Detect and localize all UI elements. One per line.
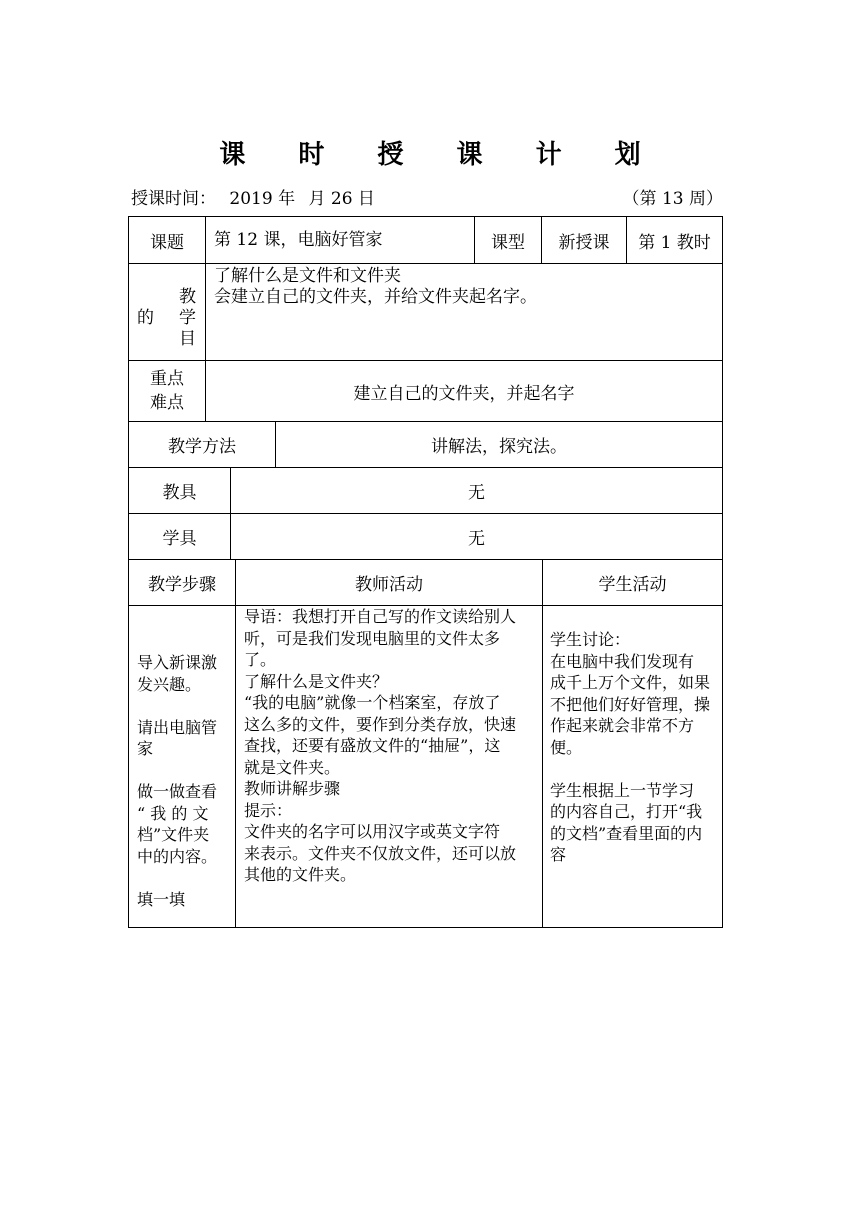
steps-content-row [128,605,723,928]
objectives-value [214,266,714,308]
tools-row [128,467,723,514]
method-label: 教学方法 [168,437,236,457]
key-points-value: 建立自己的文件夹，并起名字 [353,383,575,404]
steps-header: 教学步骤 [148,575,216,595]
week-number: （第 13 周） [622,189,723,209]
method-row [128,421,723,468]
objectives-label-1: 教 [179,287,196,307]
topic-value: 第 12 课，电脑好管家 [214,230,383,250]
teacher-header: 教师活动 [355,575,423,595]
student-tools-value: 无 [468,529,485,549]
tools-value: 无 [468,483,485,503]
tools-label: 教具 [162,483,197,503]
date-year: 2019 年 [229,189,296,209]
page-title: 课 时 授 课 计 划 [219,140,663,170]
topic-row [128,216,723,264]
objective-line-2: 会建立自己的文件夹，并给文件夹起名字。 [214,287,537,307]
steps-column: 导入新课激 发兴趣。 请出电脑管 家 做一做查看 “ 我 的 文 档”文件夹 中的内容。 填一填 [137,653,218,909]
objectives-label-2: 的 [137,308,154,328]
key-points-label [129,361,205,421]
teacher-column: 导语：我想打开自己写的作文读给别人 听，可是我们发现电脑里的文件太多 了。 了解什么是文件夹？ “我的电脑”就像一个档案室，存放了 这么多的文件，要作到分类存放，快速 查找，还要有盛放文件的“抽屉”，这 就是文件夹。 教师讲解步骤 提示： 文件夹的名字可以用汉字或英文字符 来表示。文件夹不仅放文件，还可以放 其他的文件夹。 [244,607,517,884]
objectives-row [128,263,723,361]
date-label: 授课时间： [131,189,216,209]
objective-line-1: 了解什么是文件和文件夹 [214,266,401,286]
student-tools-label: 学具 [162,529,197,549]
objectives-label-3: 学 [179,308,196,328]
steps-header-row [128,559,723,606]
objectives-label [129,264,205,360]
lesson-date [131,184,383,209]
key-points-row [128,360,723,422]
type-value: 新授课 [558,232,610,253]
student-header: 学生活动 [598,575,667,595]
method-value: 讲解法，探究法。 [431,437,567,457]
period-value: 第 1 教时 [638,232,711,253]
student-tools-row [128,513,723,560]
key-points-label-2: 难点 [150,393,184,413]
topic-label: 课题 [150,232,184,253]
student-column: 学生讨论： 在电脑中我们发现有 成千上万个文件，如果 不把他们好好管理，操 作起来就会非常不方 便。 学生根据上一节学习 的内容自己，打开“我 的文档”查看里面的内 容 [550,630,711,864]
type-label: 课型 [491,232,525,253]
objectives-label-4: 目 [179,329,196,349]
date-day: 月 26 日 [308,189,375,209]
key-points-label-1: 重点 [150,369,184,389]
